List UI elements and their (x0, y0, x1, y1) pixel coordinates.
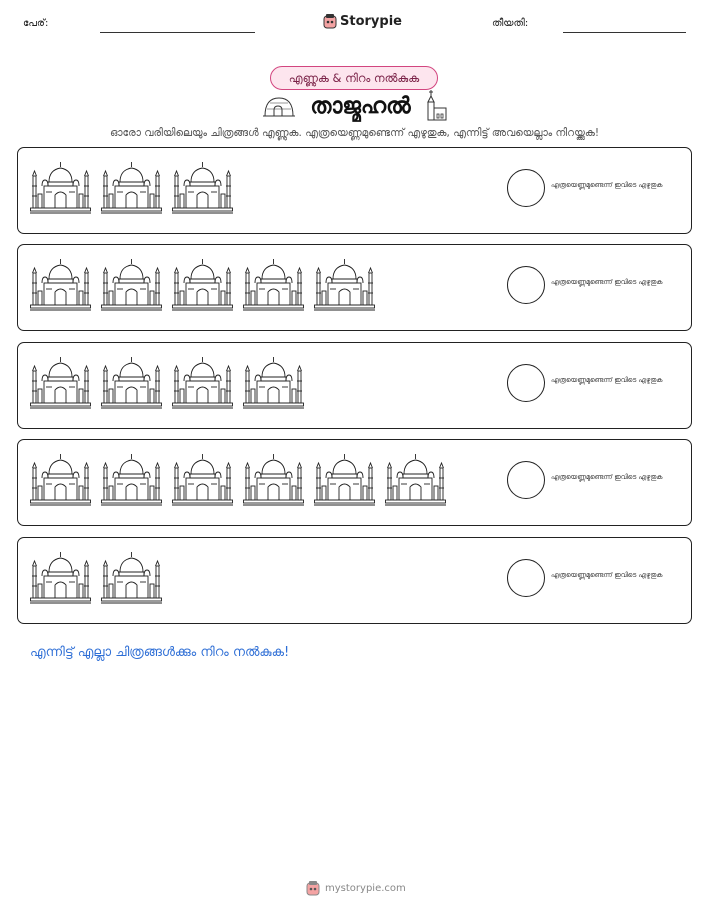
instructions: ഓരോ വരിയിലെയും ചിത്രങ്ങൾ എണ്ണുക. എത്രയെണ്ണമുണ്ടെന്ന് എഴുതുക, എന്നിട്ട് അവയെല്ലാം നിറയ്ക്കുക! (109, 127, 600, 139)
taj-mahal-icon (101, 552, 162, 604)
taj-mahal-icon (172, 259, 233, 311)
footer (306, 880, 406, 896)
taj-mahal-icon (101, 162, 162, 214)
counting-row (17, 537, 692, 624)
answer-prompt: എത്രയെണ്ണമുണ്ടെന്ന് ഇവിടെ എഴുതുക (551, 376, 663, 384)
taj-mahal-icon (314, 454, 375, 506)
answer-circle[interactable] (507, 559, 545, 597)
taj-mahal-icons (30, 357, 304, 409)
answer-circle[interactable] (507, 169, 545, 207)
taj-mahal-icon (243, 454, 304, 506)
counting-row (17, 439, 692, 526)
date-line[interactable] (563, 32, 686, 33)
brand-name: Storypie (340, 13, 402, 29)
taj-mahal-icon (243, 357, 304, 409)
brand-logo (323, 13, 402, 29)
taj-mahal-icons (30, 259, 375, 311)
title-row (0, 90, 709, 122)
taj-mahal-icons (30, 162, 233, 214)
storypie-logo-icon (306, 880, 320, 896)
activity-badge: എണ്ണുക & നിറം നൽകുക (270, 66, 438, 90)
taj-mahal-icon (314, 259, 375, 311)
taj-mahal-icon (101, 454, 162, 506)
taj-mahal-icon (385, 454, 446, 506)
church-icon (425, 90, 447, 122)
counting-row (17, 147, 692, 234)
answer-circle[interactable] (507, 461, 545, 499)
answer-circle[interactable] (507, 266, 545, 304)
name-line[interactable] (100, 32, 255, 33)
taj-mahal-icon (101, 259, 162, 311)
taj-mahal-icon (30, 259, 91, 311)
taj-mahal-icon (30, 454, 91, 506)
counting-row (17, 244, 692, 331)
storypie-logo-icon (323, 13, 337, 29)
outro-instruction: എന്നിട്ട് എല്ലാ ചിത്രങ്ങൾക്കും നിറം നൽകുക! (30, 645, 290, 660)
page-title: താജ്മഹൽ (310, 93, 411, 119)
taj-mahal-icon (172, 162, 233, 214)
footer-url: mystorypie.com (325, 882, 406, 894)
taj-mahal-icons (30, 454, 446, 506)
answer-circle[interactable] (507, 364, 545, 402)
date-label: തീയതി: (492, 18, 529, 29)
taj-mahal-icon (30, 162, 91, 214)
taj-mahal-icon (30, 552, 91, 604)
answer-prompt: എത്രയെണ്ണമുണ്ടെന്ന് ഇവിടെ എഴുതുക (551, 571, 663, 579)
taj-mahal-icon (243, 259, 304, 311)
taj-mahal-icon (172, 357, 233, 409)
igloo-icon (262, 94, 296, 118)
answer-prompt: എത്രയെണ്ണമുണ്ടെന്ന് ഇവിടെ എഴുതുക (551, 181, 663, 189)
answer-prompt: എത്രയെണ്ണമുണ്ടെന്ന് ഇവിടെ എഴുതുക (551, 278, 663, 286)
taj-mahal-icons (30, 552, 162, 604)
counting-row (17, 342, 692, 429)
taj-mahal-icon (172, 454, 233, 506)
name-label: പേര്: (23, 18, 49, 29)
taj-mahal-icon (30, 357, 91, 409)
taj-mahal-icon (101, 357, 162, 409)
answer-prompt: എത്രയെണ്ണമുണ്ടെന്ന് ഇവിടെ എഴുതുക (551, 473, 663, 481)
